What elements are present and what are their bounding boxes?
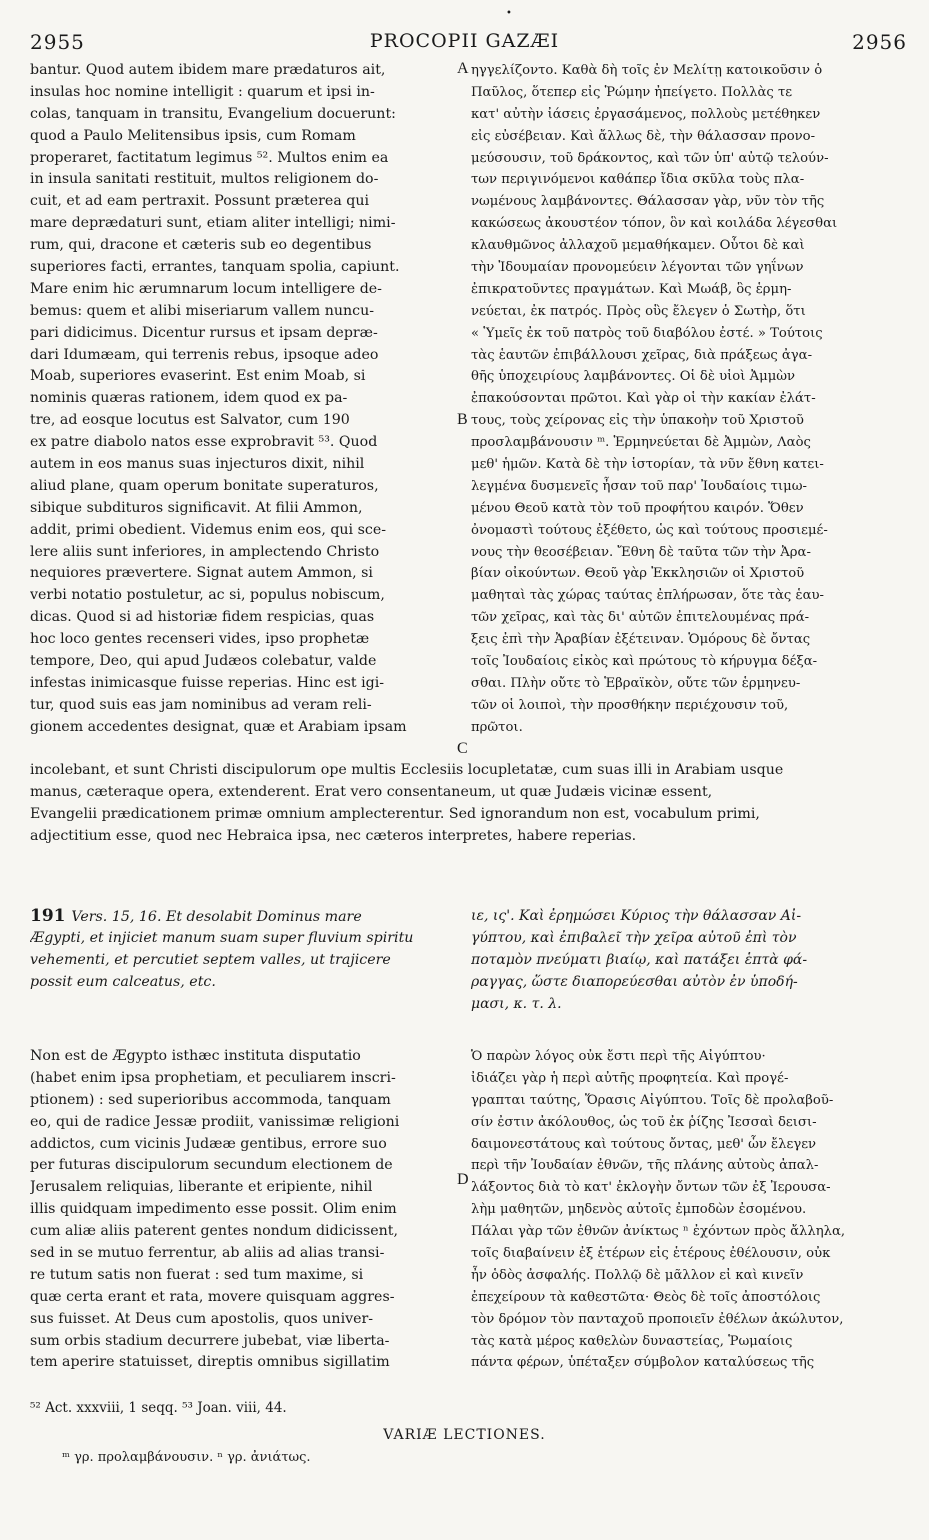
latin-line: quod a Paulo Melitensibus ipsis, cum Romam (30, 127, 356, 144)
latin-line: dari Idumæam, qui terrenis rebus, ipsoque adeo (30, 346, 379, 363)
greek-line: σίν ἐστιν ἀκόλουθος, ὡς τοῦ ἐκ ῥίζης Ἰεσσαὶ δεισι- (471, 1114, 817, 1130)
greek-line: προσλαμβάνουσιν ᵐ. Ἑρμηνεύεται δὲ Ἀμμὼν, Λαὸς (471, 435, 811, 451)
latin-line: re tutum satis non fuerat : sed tum maxime, si (30, 1266, 364, 1283)
latin-line: rum, qui, dracone et cæteris sub eo degentibus (30, 237, 372, 254)
greek-line: περὶ τῆν Ἰουδαίαν ἐθνῶν, τῆς πλάνης αὐτοὺς ἀπαλ- (471, 1158, 819, 1174)
lemma-line: possit eum calceatus, etc. (30, 973, 216, 990)
latin-line: adjectitium esse, quod nec Hebraica ipsa, nec cæteros interpretes, habere reperias. (30, 827, 637, 844)
greek-line: βίαν οἰκούντων. Θεοῦ γὰρ Ἐκκλησιῶν οἱ Χριστοῦ (471, 566, 805, 582)
latin-line: sum orbis stadium decurrere jubebat, viæ liberta- (30, 1332, 390, 1349)
greek-line: νωμένους λαμβάνοντες. Θάλασσαν γὰρ, νῦν τὸν τῆς (471, 194, 825, 210)
greek-line: σθαι. Πλὴν οὔτε τὸ Ἑβραϊκὸν, οὔτε τῶν ἑρμηνευ- (471, 675, 801, 691)
latin-line: addit, primi obedient. Videmus enim eos, qui sce- (30, 521, 387, 538)
lemma-line: μασι, κ. τ. λ. (471, 995, 562, 1012)
greek-line: λὴμ μαθητῶν, μηδενὸς αὐτοῖς ἐμποδὼν ἐσομένου. (471, 1202, 807, 1218)
latin-line: lere aliis sunt inferiores, in amplectendo Christo (30, 543, 380, 560)
latin-line: (habet enim ipsa prophetiam, et peculiarem inscri- (30, 1069, 396, 1086)
latin-line: quæ certa erant et rata, movere quisquam aggres- (30, 1288, 395, 1305)
running-title: PROCOPII GAZÆI (369, 30, 560, 52)
greek-line: πρῶτοι. (471, 719, 523, 735)
greek-line: γραπται ταύτης, Ὅρασις Αἰγύπτου. Τοῖς δὲ προλαβοῦ- (471, 1092, 834, 1108)
latin-line: sed in se mutuo ferrentur, ab aliis ad alias transi- (30, 1245, 385, 1262)
latin-lemma (30, 906, 450, 994)
section-number: 191 (30, 906, 72, 926)
latin-line: colas, tanquam in transitu, Evangelium docuerunt: (30, 105, 396, 122)
latin-line: manus, cæteraque opera, extenderent. Erat vero consentaneum, ut quæ Judæis vicinæ essent, (30, 783, 713, 800)
latin-line: tem aperire statuisset, direptis omnibus sigillatim (30, 1354, 390, 1371)
lemma-line: Ægypti, et injiciet manum suam super fluvium spiritu (30, 929, 414, 946)
greek-line: λεγμένα δυσμενεῖς ἦσαν τοῦ παρ' Ἰουδαίοις τιμω- (471, 478, 807, 494)
latin-line: addictos, cum vicinis Judææ gentibus, errore suo (30, 1135, 387, 1152)
margin-letter-d: D (457, 1171, 469, 1188)
latin-line: aliud plane, quam operum bonitate superaturos, (30, 477, 379, 494)
greek-line: νεύεται, ἐκ πατρός. Πρὸς οὓς ἔλεγεν ὁ Σωτὴρ, ὅτι (471, 303, 806, 319)
greek-line: τοῖς Ἰουδαίοις εἰκὸς καὶ πρώτους τὸ κήρυγμα δέξα- (471, 654, 818, 670)
latin-line: eo, qui de radice Jessæ prodiit, vanissimæ religioni (30, 1113, 400, 1130)
footnotes: ⁵² Act. xxxviii, 1 seqq. ⁵³ Joan. viii, 44. (30, 1400, 287, 1416)
latin-line: in insula sanitati restituit, multos religionem do- (30, 171, 379, 188)
greek-line: νους τὴν θεοσέβειαν. Ἔθνη δὲ ταῦτα τῶν τὴν Ἀρα- (471, 544, 811, 560)
greek-line: μένου Θεοῦ κατὰ τὸν τοῦ προφήτου καιρόν. Ὅθεν (471, 500, 804, 516)
latin-line: Mare enim hic ærumnarum locum intelligere de- (30, 280, 382, 297)
latin-line: tre, ad eosque locutus est Salvator, cum 190 (30, 412, 350, 429)
greek-line: ξεις ἐπὶ τὴν Ἀραβίαν ἐξέτειναν. Ὁμόρους δὲ ὄντας (471, 632, 811, 648)
top-dot: • (506, 8, 512, 19)
lemma-line: ποταμὸν πνεύματι βιαίῳ, καὶ πατάξει ἑπτὰ φά- (471, 951, 808, 968)
latin-line: ptionem) : sed superioribus accommoda, tanquam (30, 1091, 391, 1108)
greek-line: τὸν δρόμον τὸν πανταχοῦ προποιεῖν ἐθέλων ἀκώλυτον, (471, 1311, 844, 1327)
latin-column-top (30, 60, 450, 739)
greek-line: ηγγελίζοντο. Καθὰ δὴ τοῖς ἐν Μελίτῃ κατοικοῦσιν ὁ (471, 63, 823, 78)
latin-line: properaret, factitatum legimus ⁵². Multos enim ea (30, 149, 389, 166)
greek-line: τους, τοὺς χείρονας εἰς τὴν ὑπακοὴν τοῦ Χριστοῦ (471, 413, 804, 429)
variae-lectiones: ᵐ γρ. προλαμβάνουσιν. ⁿ γρ. ἀνιάτως. (62, 1450, 311, 1465)
greek-line: Ὁ παρὼν λόγος οὐκ ἔστι περὶ τῆς Αἰγύπτου· (471, 1049, 766, 1064)
latin-line: per futuras discipulorum secundum electionem de (30, 1157, 393, 1174)
latin-line: bantur. Quod autem ibidem mare prædaturos ait, (30, 62, 386, 78)
latin-line: dicas. Quod si ad historiæ fidem respicias, quas (30, 609, 375, 626)
lemma-line: 191 Vers. 15, 16. Et desolabit Dominus mare (30, 906, 362, 926)
greek-line: ἐπακούσονται πρῶτοι. Καὶ γὰρ οἱ τὴν κακίαν ἐλάτ- (471, 391, 816, 407)
greek-lemma (471, 906, 909, 1015)
greek-line: Πάλαι γὰρ τῶν ἐθνῶν ἀνίκτως ⁿ ἐχόντων πρὸς ἄλληλα, (471, 1224, 846, 1240)
latin-line: illis quidquam impedimento esse possit. Olim enim (30, 1201, 397, 1218)
lemma-line: ραγγας, ὥστε διαπορεύεσθαι αὐτὸν ἐν ὑποδή- (471, 973, 798, 990)
greek-line: τῶν οἱ λοιποὶ, τὴν προσθήκην περιέχουσιν τοῦ, (471, 697, 789, 713)
greek-line: μεύσουσιν, τοῦ δράκοντος, καὶ τῶν ὑπ' αὐτῷ τελούν- (471, 150, 829, 166)
latin-line: mare deprædaturi sunt, etiam aliter intelligi; nimi- (30, 215, 396, 232)
variae-lectiones-heading: VARIÆ LECTIONES. (383, 1427, 546, 1443)
latin-line: Moab, superiores evaserint. Est enim Moab, si (30, 368, 366, 385)
greek-line: τὴν Ἰδουμαίαν προνομεύειν λέγονται τῶν γηΐνων (471, 260, 804, 276)
greek-line: « Ὑμεῖς ἐκ τοῦ πατρὸς τοῦ διαβόλου ἐστέ. » Τούτοις (471, 325, 823, 341)
latin-line: pari didicimus. Dicentur rursus et ipsam depræ- (30, 324, 378, 341)
page-header (0, 30, 929, 60)
latin-line: sus fuisset. At Deus cum apostolis, quos univer- (30, 1310, 374, 1327)
latin-line: cuit, et ad eam pertraxit. Possunt præterea qui (30, 193, 370, 210)
greek-line: μεθ' ἡμῶν. Κατὰ δὲ τὴν ἱστορίαν, τὰ νῦν ἔθνη κατει- (471, 457, 824, 473)
latin-line: superiores facti, errantes, tanquam spolia, capiunt. (30, 259, 400, 276)
latin-line: gionem accedentes designat, quæ et Arabiam ipsam (30, 718, 407, 735)
greek-line: ἦν ὁδὸς ἀσφαλής. Πολλῷ δὲ μᾶλλον εἰ καὶ κινεῖν (471, 1267, 804, 1283)
greek-line: κακώσεως ἀκουστέον τόπον, ὃν καὶ κοιλάδα λέγεσθαι (471, 216, 838, 232)
greek-line: τὰς κατὰ μέρος καθελὼν δυναστείας, Ῥωμαίοις (471, 1333, 793, 1349)
latin-line: cum aliæ aliis paterent gentes nondum didicissent, (30, 1223, 398, 1240)
latin-line: hoc loco gentes recenseri vides, ipso prophetæ (30, 631, 370, 648)
page-number-right: 2956 (852, 30, 907, 54)
latin-line: nominis quæras rationem, idem quod ex pa- (30, 390, 348, 407)
margin-letter-b: B (457, 411, 468, 428)
latin-line: nequiores prævertere. Signat autem Ammon, si (30, 565, 373, 582)
latin-full-width (30, 760, 907, 848)
latin-line: Jerusalem reliquias, liberante et eripiente, nihil (30, 1179, 373, 1196)
greek-line: τῶν χεῖρας, καὶ τὰς δι' αὐτῶν ἐπιτελουμένας πρά- (471, 610, 810, 626)
latin-line: verbi notatio postuletur, ac si, populus nobiscum, (30, 587, 385, 604)
latin-line: tur, quod suis eas jam nominibus ad veram reli- (30, 696, 372, 713)
latin-line: Evangelii prædicationem primæ omnium amplecterentur. Sed ignorandum non est, vocabulum primi, (30, 805, 760, 822)
greek-line: των περιγινόμενοι καθάπερ ἴδια σκῦλα τοὺς πλα- (471, 172, 805, 188)
greek-line: τὰς ἑαυτῶν ἐπιβάλλουσι χεῖρας, διὰ πράξεως ἀγα- (471, 347, 813, 363)
greek-line: ἐπικρατοῦντες πραγμάτων. Καὶ Μωάβ, ὃς ἑρμη- (471, 281, 792, 297)
greek-line: θῆς ὑποχειρίους λαμβάνοντες. Οἱ δὲ υἱοὶ Ἀμμὼν (471, 369, 796, 385)
greek-line: κατ' αὐτὴν ἰάσεις ἐργασάμενος, πολλοὺς μετέθηκεν (471, 106, 821, 122)
page-number-left: 2955 (30, 30, 85, 54)
latin-line: infestas inimicasque fuisse reperias. Hinc est igi- (30, 674, 385, 691)
greek-line: δαιμονεστάτους καὶ τούτους ὄντας, μεθ' ὧν ἔλεγεν (471, 1136, 817, 1152)
lemma-line: ιε, ις'. Καὶ ἐρημώσει Κύριος τὴν θάλασσαν Αἰ- (471, 908, 802, 924)
latin-line: bemus: quem et alibi miseriarum vallem nuncu- (30, 302, 375, 319)
greek-line: μαθηταὶ τὰς χώρας ταύτας ἐπλήρωσαν, ὅτε τὰς ἑαυ- (471, 588, 824, 604)
latin-line: sibique subdituros significavit. At filii Ammon, (30, 499, 363, 516)
latin-column-bottom (30, 1046, 450, 1374)
greek-line: Παῦλος, ὅτεπερ εἰς Ῥώμην ἠπείγετο. Πολλὰς τε (471, 84, 793, 100)
lemma-line: γύπτου, καὶ ἐπιβαλεῖ τὴν χεῖρα αὐτοῦ ἐπὶ τὸν (471, 929, 797, 946)
margin-letter-c: C (457, 740, 468, 757)
latin-line: autem in eos manus suas injecturos dixit, nihil (30, 456, 365, 473)
greek-line: τοῖς διαβαίνειν ἐξ ἑτέρων εἰς ἑτέρους ἐθέλουσιν, οὐκ (471, 1246, 831, 1262)
latin-line: tempore, Deo, qui apud Judæos colebatur, valde (30, 653, 377, 670)
margin-letter-a: A (457, 60, 469, 77)
greek-line: λάξοντος διὰ τὸ κατ' ἐκλογὴν ὄντων τῶν ἐξ Ἰερουσα- (471, 1180, 831, 1196)
greek-line: κλαυθμῶνος ἀλλαχοῦ μεμαθήκαμεν. Οὗτοι δὲ καὶ (471, 238, 805, 254)
greek-line: πάντα φέρων, ὑπέταξεν σύμβολον καταλύσεως τῆς (471, 1355, 815, 1371)
greek-line: εἰς εὐσέβειαν. Καὶ ἄλλως δὲ, τὴν θάλασσαν προνο- (471, 128, 816, 144)
greek-column-bottom (471, 1046, 909, 1374)
greek-line: ὀνομαστὶ τούτους ἐξέθετο, ὡς καὶ τούτους προσιεμέ- (471, 522, 828, 538)
greek-line: ἐπεχείρουν τὰ καθεστῶτα· Θεὸς δὲ τοῖς ἀποστόλοις (471, 1289, 821, 1305)
latin-line: ex patre diabolo natos esse exprobravit ⁵³. Quod (30, 434, 378, 451)
latin-line: Non est de Ægypto isthæc instituta disputatio (30, 1048, 361, 1064)
greek-column-top (471, 60, 909, 739)
latin-line: incolebant, et sunt Christi discipulorum ope multis Ecclesiis locupletatæ, cum suas illi in Arabiam usque (30, 762, 784, 778)
greek-line: ἰδιάζει γὰρ ἡ περὶ αὐτῆς προφητεία. Καὶ προγέ- (471, 1070, 789, 1086)
lemma-line: vehementi, et percutiet septem valles, ut trajicere (30, 951, 391, 968)
latin-line: insulas hoc nomine intelligit : quarum et ipsi in- (30, 83, 375, 100)
